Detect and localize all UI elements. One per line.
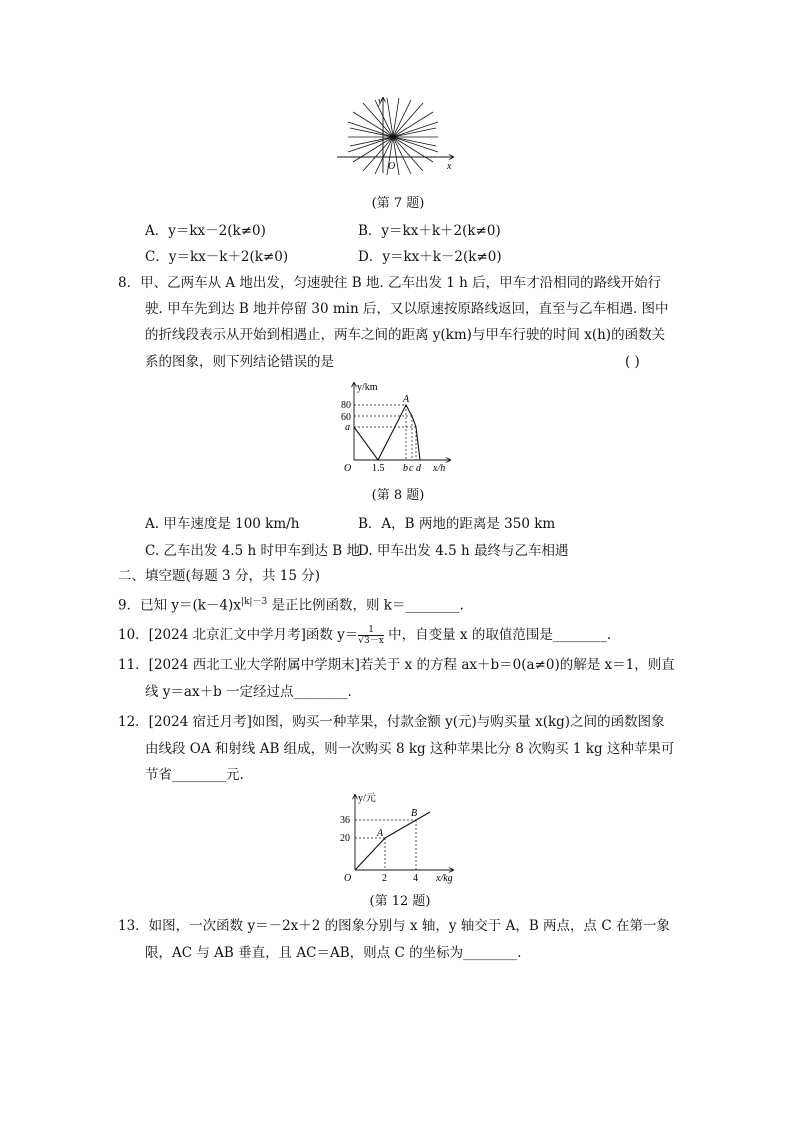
q10-fraction-num: 1 (358, 625, 384, 636)
q9-text (118, 593, 464, 615)
q10-text-b: 中，自变量 x 的取值范围是________. (383, 627, 612, 643)
q8-answer-bracket: ( ) (625, 354, 640, 370)
q7-option-a: A．y＝kx－2(k≠0) (145, 223, 266, 239)
q9-text-a: 9．已知 y＝(k－4)x (118, 597, 241, 614)
q8-line-1: 8．甲、乙两车从 A 地出发，匀速驶往 B 地. 乙车出发 1 h 后，甲车才沿相同的路线开始行 (118, 275, 662, 291)
q13-line-1: 13．如图，一次函数 y＝－2x＋2 的图象分别与 x 轴，y 轴交于 A，B 两点，点 C 在第一象 (118, 918, 670, 934)
q8-option-d: D. 甲车出发 4.5 h 最终与乙车相遇 (358, 543, 569, 559)
fig12-dashed-guides (355, 820, 416, 870)
figure-8-distance-graph (340, 380, 460, 475)
q7-option-d: D．y＝kx＋k－2(k≠0) (358, 249, 502, 265)
fig8-x-label: x/h (433, 463, 446, 474)
fig7-x-label: x (447, 161, 452, 172)
q9-text-b: 是正比例函数，则 k＝________. (267, 597, 464, 614)
fig8-ytick-80: 80 (341, 400, 351, 411)
fig8-xtick-b: b (403, 463, 408, 474)
q11-line-2: 线 y＝ax＋b 一定经过点________. (145, 684, 352, 700)
fig12-ytick-36: 36 (340, 815, 350, 826)
figure-8-caption: (第 8 题) (371, 488, 425, 503)
q10-fraction (358, 625, 384, 646)
fig8-dashed-guides (354, 405, 416, 460)
q8-line-4: 系的图象，则下列结论错误的是 (145, 354, 334, 370)
fig12-x-label: x/kg (436, 873, 453, 884)
q8-line-3: 的折线段表示从开始到相遇止，两车之间的距离 y(km)与甲车行驶的时间 x(h)的函数关 (145, 327, 666, 343)
q10-text-a: 10．[2024 北京汇文中学月考]函数 y＝ (118, 627, 359, 643)
fig12-segment-oa (355, 838, 385, 870)
fig12-xtick-4: 4 (413, 873, 418, 884)
q10-text (118, 625, 611, 646)
fig7-origin-label: O (388, 161, 396, 172)
fig8-origin: O (344, 463, 352, 474)
q13-line-2: 限，AC 与 AB 垂直，且 AC＝AB，则点 C 的坐标为________. (145, 945, 522, 961)
fig8-ytick-a: a (345, 422, 350, 433)
figure-12-price-graph (338, 792, 463, 884)
q7-option-b: B．y＝kx＋k＋2(k≠0) (358, 223, 501, 239)
fig8-y-label: y/km (357, 382, 378, 393)
section-2-title: 二、填空题(每题 3 分，共 15 分) (118, 568, 320, 584)
fig12-origin: O (344, 873, 352, 884)
q10-fraction-den: √3－x (358, 636, 384, 646)
q8-option-c: C. 乙车出发 4.5 h 时甲车到达 B 地 (145, 543, 360, 559)
fig8-ytick-60: 60 (341, 412, 351, 423)
q9-exponent: |k|－3 (240, 597, 268, 607)
fig12-point-a: A (377, 828, 384, 839)
q12-line-3: 节省________元. (145, 767, 244, 783)
fig8-point-a: A (403, 394, 410, 405)
fig8-xtick-1.5: 1.5 (372, 463, 385, 474)
q7-option-c: C．y＝kx－k＋2(k≠0) (145, 249, 289, 265)
fig7-y-label: y (378, 96, 383, 107)
q8-option-a: A. 甲车速度是 100 km/h (145, 516, 300, 532)
fig8-xtick-c: c (409, 463, 414, 474)
fig8-polyline (354, 405, 420, 460)
fig12-xtick-2: 2 (382, 873, 387, 884)
fig8-xtick-d: d (416, 463, 421, 474)
figure-7-lines-graph (335, 95, 460, 175)
fig12-ray-ab (385, 812, 430, 838)
q12-line-1: 12．[2024 宿迁月考]如图，购买一种苹果，付款金额 y(元)与购买量 x(kg)之间的函数图象 (118, 714, 665, 730)
fig12-ytick-20: 20 (340, 833, 350, 844)
figure-7-caption: (第 7 题) (371, 196, 425, 211)
q8-line-2: 驶. 甲车先到达 B 地并停留 30 min 后，又以原速按原路线返回，直至与乙车相遇. 图中 (145, 301, 669, 317)
q8-option-b: B．A，B 两地的距离是 350 km (358, 516, 556, 532)
figure-12-caption: (第 12 题) (369, 894, 431, 909)
q11-line-1: 11．[2024 西北工业大学附属中学期末]若关于 x 的方程 ax＋b＝0(a≠0)的解是 x＝1，则直 (118, 657, 675, 673)
q12-line-2: 由线段 OA 和射线 AB 组成，则一次购买 8 kg 这种苹果比分 8 次购买 1 kg 这种苹果可 (145, 741, 675, 757)
fig12-y-label: y/元 (358, 793, 376, 804)
fig12-point-b: B (411, 808, 418, 819)
